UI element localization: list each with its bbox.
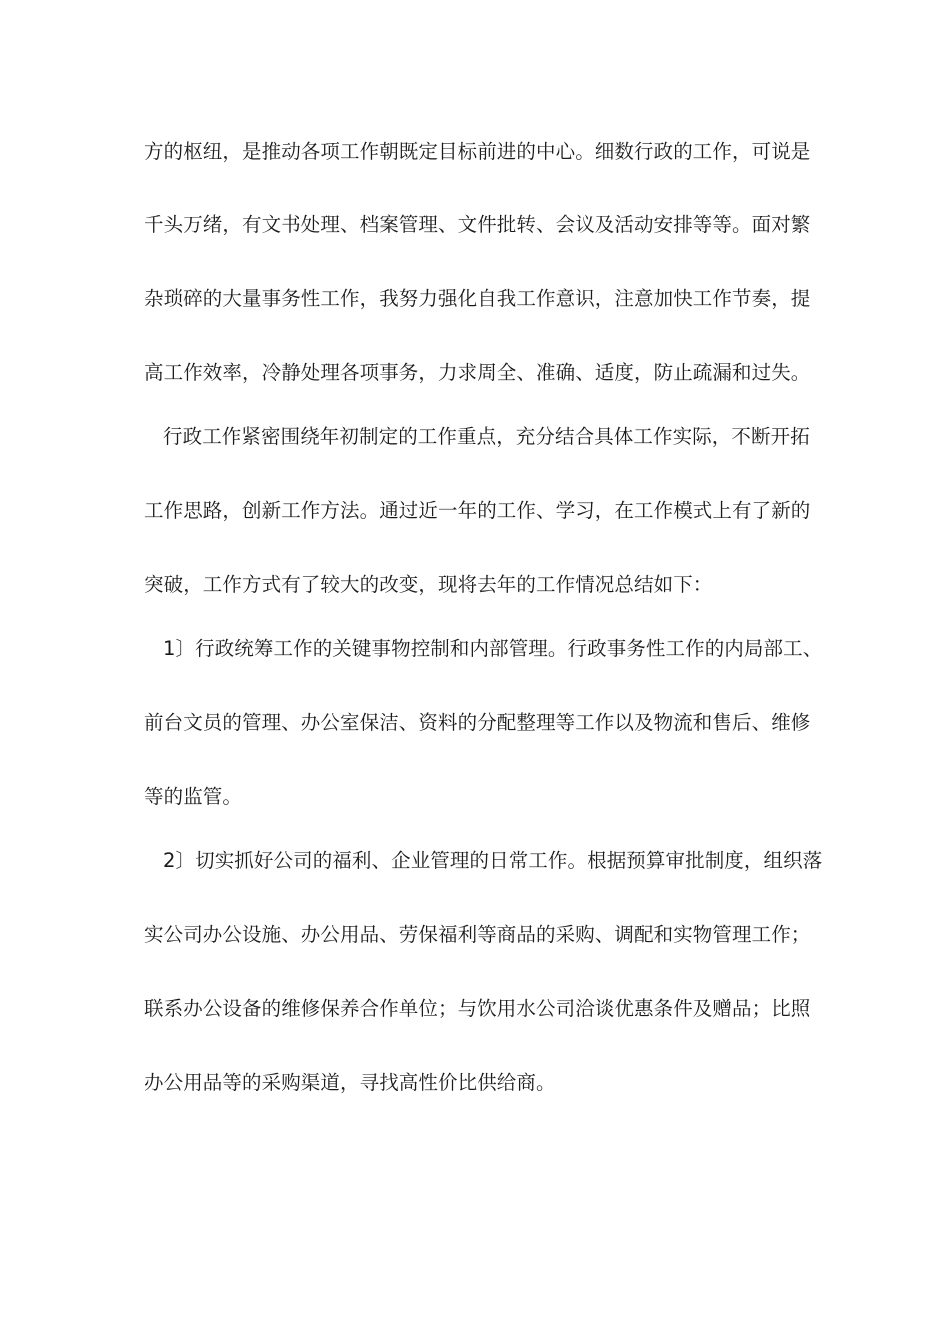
text-line-10: 等的监管。: [144, 785, 243, 808]
list-item-1-start: 1〕行政统筹工作的关键事物控制和内部管理。行政事务性工作的内局部工、: [163, 637, 823, 660]
text-line-7: 突破，工作方式有了较大的改变，现将去年的工作情况总结如下：: [144, 573, 713, 596]
text-line-12: 实公司办公设施、办公用品、劳保福利等商品的采购、调配和实物管理工作；: [144, 923, 811, 946]
paragraph-start-line: 行政工作紧密围绕年初制定的工作重点，充分结合具体工作实际，不断开拓: [163, 425, 810, 448]
text-line-14: 办公用品等的采购渠道，寻找高性价比供给商。: [144, 1071, 556, 1094]
text-line-4: 高工作效率，冷静处理各项事务，力求周全、准确、适度，防止疏漏和过失。: [144, 361, 811, 384]
text-line-2: 千头万绪，有文书处理、档案管理、文件批转、会议及活动安排等等。面对繁: [144, 213, 811, 236]
text-line-13: 联系办公设备的维修保养合作单位；与饮用水公司洽谈优惠条件及赠品；比照: [144, 997, 811, 1020]
text-line-6: 工作思路，创新工作方法。通过近一年的工作、学习，在工作模式上有了新的: [144, 499, 811, 522]
text-line-9: 前台文员的管理、办公室保洁、资料的分配整理等工作以及物流和售后、维修: [144, 711, 811, 734]
text-line-3: 杂琐碎的大量事务性工作，我努力强化自我工作意识，注意加快工作节奏，提: [144, 287, 811, 310]
list-item-2-start: 2〕切实抓好公司的福利、企业管理的日常工作。根据预算审批制度，组织落: [163, 849, 823, 872]
text-line-1: 方的枢纽，是推动各项工作朝既定目标前进的中心。细数行政的工作，可说是: [144, 140, 811, 163]
